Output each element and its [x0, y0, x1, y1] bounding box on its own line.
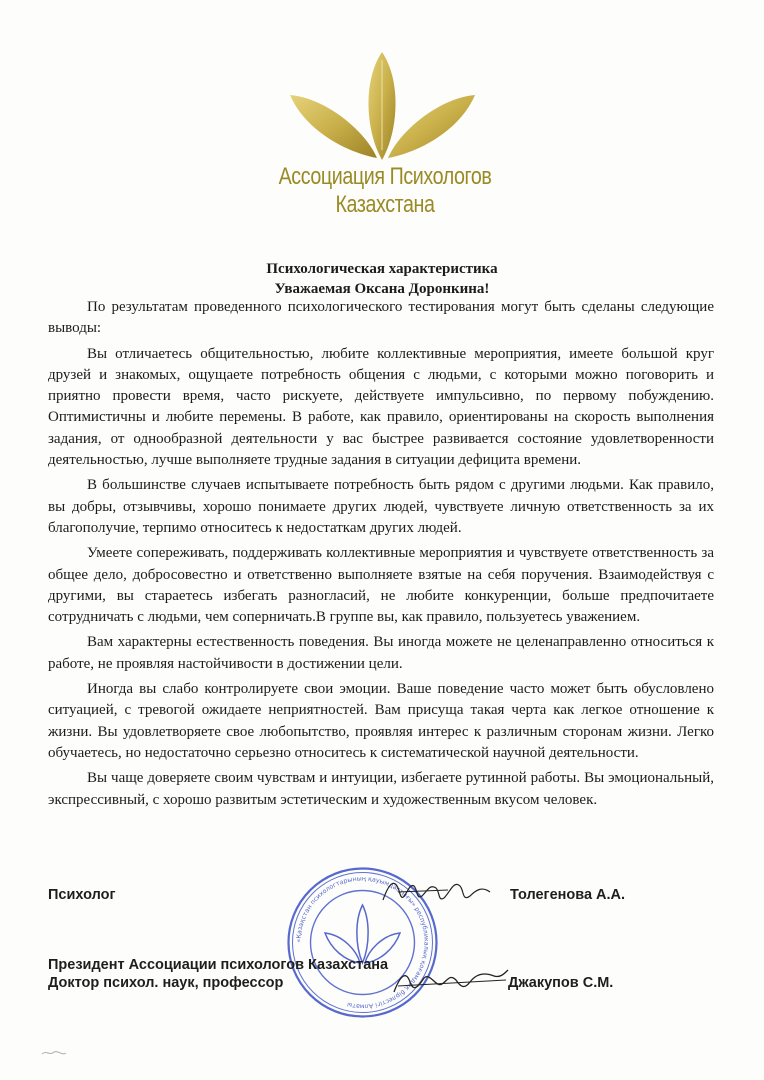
- paragraph: Вы чаще доверяете своим чувствам и интуиции, избегаете рутинной работы. Вы эмоциональный, экспрессивный, с хорошо развитым эстетическим и художественным вкусом человек.: [48, 770, 714, 808]
- psychologist-label: Психолог: [48, 887, 116, 903]
- scan-smudge-icon: [40, 1048, 68, 1058]
- president-title: Доктор психол. наук, профессор: [48, 975, 284, 991]
- leaf-logo-icon: [285, 50, 480, 165]
- stamp-text: «Қазақстан психологтарының қауымдастығы» республикалық қоғамдық бірлестігі Алматы: [295, 875, 430, 1010]
- document-title: Психологическая характеристика: [266, 261, 498, 277]
- president-name: Джакупов С.М.: [508, 975, 614, 991]
- psychologist-name: Толегенова А.А.: [510, 887, 626, 903]
- organization-name: Ассоциация Психологов Казахстана: [278, 163, 492, 218]
- document-body: [48, 297, 714, 815]
- psychologist-signature-icon: [378, 872, 498, 912]
- president-label: Президент Ассоциации психологов Казахстана: [48, 957, 389, 973]
- paragraph: По результатам проведенного психологического тестирования могут быть сделаны следующие выводы:: [48, 299, 714, 337]
- addressee: Уважаемая Оксана Доронкина!: [274, 281, 490, 297]
- paragraph: Иногда вы слабо контролируете свои эмоции. Ваше поведение часто может быть обусловлено ситуацией, с тревогой ожидаете неприятностей. Вам присуща такая черта как легкое отношение к жизни. Вы удовлетворяете свое любопытство, проявляя интерес к различным сторонам жизни. Легко обучаетесь, но недостаточно серьезно относитесь к систематической научной деятельности.: [48, 681, 714, 761]
- paragraph: Вы отличаетесь общительностью, любите коллективные мероприятия, имеете большой круг друзей и знакомых, ощущаете потребность общения с людьми, с которыми можно поговорить и приятно провести время, часто рискуете, действуете импульсивно, по первому побуждению. Оптимистичны и любите перемены. В работе, как правило, ориентированы на скорость выполнения задания, от однообразной деятельности у вас быстрее развивается состояние удовлетворенности деятельностью, лучше выполняете трудные задания в ситуации дефицита времени.: [48, 345, 714, 469]
- president-signature-icon: [390, 962, 510, 1002]
- document-heading: [0, 259, 764, 299]
- paragraph: Вам характерны естественность поведения. Вы иногда можете не целенаправленно относиться к работе, не проявляя настойчивости в достижении цели.: [48, 634, 714, 672]
- paragraph: Умеете сопереживать, поддерживать коллективные мероприятия и чувствуете ответственность за общее дело, добросовестно и ответственно выполняете взятые на себя поручения. Взаимодействуя с другими, вы стараетесь избегать разногласий, не любите конкуренции, больше предпочитаете сотрудничать с людьми, чем соперничать.В группе вы, как правило, пользуетесь уважением.: [48, 545, 714, 626]
- paragraph: В большинстве случаев испытываете потребность быть рядом с другими людьми. Как правило, вы добры, отзывчивы, хорошо понимаете других людей, чувствуете личную ответственность за их благополучие, терпимо относитесь к недостаткам других людей.: [48, 477, 714, 536]
